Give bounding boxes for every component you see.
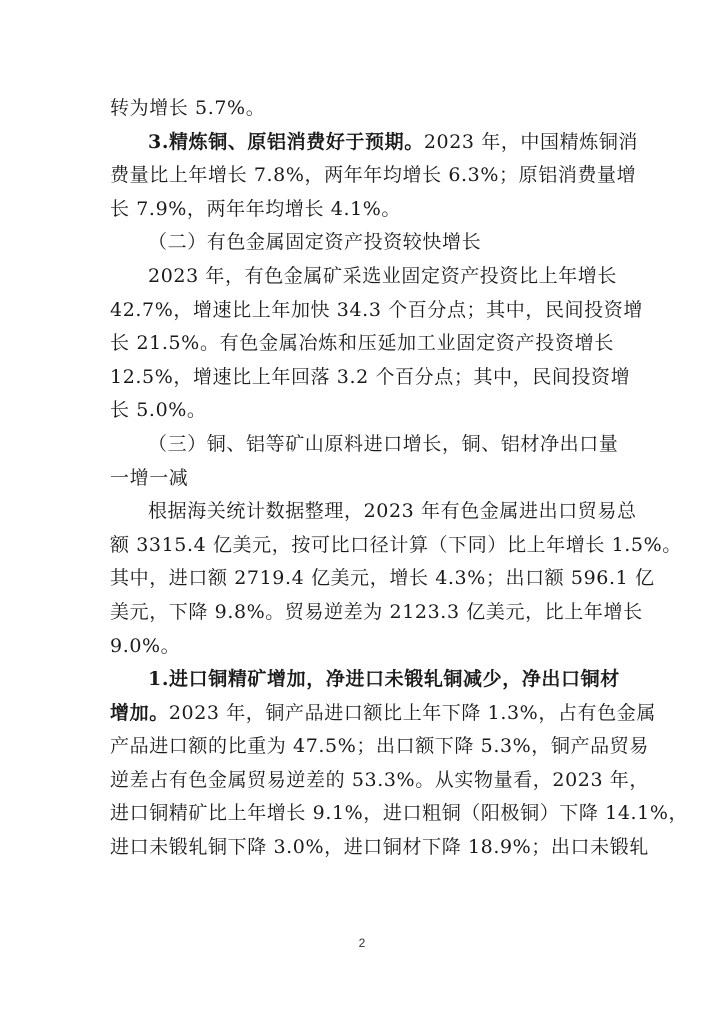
text-line: 增加。2023 年，铜产品进口额比上年下降 1.3%，占有色金属 <box>110 701 656 724</box>
section-heading-imports-exports: （三）铜、铝等矿山原料进口增长，铜、铝材净出口量 <box>148 432 619 455</box>
subsection-title: 1.进口铜精矿增加，净进口未锻轧铜减少，净出口铜材 <box>148 668 620 691</box>
text-line: 额 3315.4 亿美元，按可比口径计算（下同）比上年增长 1.5%。 <box>110 533 682 556</box>
subsection-title-end: 增加。 <box>110 701 169 724</box>
section-heading-imports-exports-continued: 一增一减 <box>110 466 189 489</box>
page-number: 2 <box>358 936 366 950</box>
text-line: 费量比上年增长 7.8%，两年年均增长 6.3%；原铝消费量增 <box>110 164 637 187</box>
text-line: 进口铜精矿比上年增长 9.1%，进口粗铜（阳极铜）下降 14.1%， <box>110 802 689 825</box>
text-line: 逆差占有色金属贸易逆差的 53.3%。从实物量看，2023 年， <box>110 768 649 791</box>
text-line: 进口未锻轧铜下降 3.0%，进口铜材下降 18.9%；出口未锻轧 <box>110 836 649 859</box>
text-line: 其中，进口额 2719.4 亿美元，增长 4.3%；出口额 596.1 亿 <box>110 567 655 590</box>
subsection-heading-refined-copper: 3.精炼铜、原铝消费好于预期。2023 年，中国精炼铜消 <box>148 130 639 153</box>
text-line: 根据海关统计数据整理，2023 年有色金属进出口贸易总 <box>148 500 637 523</box>
text-line: 12.5%，增速比上年回落 3.2 个百分点；其中，民间投资增 <box>110 365 631 388</box>
text-line: 产品进口额的比重为 47.5%；出口额下降 5.3%，铜产品贸易 <box>110 735 649 758</box>
document-body <box>110 92 689 865</box>
text-line: 美元，下降 9.8%。贸易逆差为 2123.3 亿美元，比上年增长 <box>110 600 643 623</box>
text-line: 42.7%，增速比上年加快 34.3 个百分点；其中，民间投资增 <box>110 298 643 321</box>
section-heading-fixed-asset-investment: （二）有色金属固定资产投资较快增长 <box>148 231 482 254</box>
subsection-title: 3.精炼铜、原铝消费好于预期。 <box>148 130 424 153</box>
text-line: 长 5.0%。 <box>110 399 207 422</box>
text-line: 长 7.9%，两年年均增长 4.1%。 <box>110 197 402 220</box>
text-line: 转为增长 5.7%。 <box>110 97 266 119</box>
text-line: 9.0%。 <box>110 634 181 657</box>
text-line: 2023 年，有色金属矿采选业固定资产投资比上年增长 <box>148 264 617 287</box>
text-line: 长 21.5%。有色金属冶炼和压延加工业固定资产投资增长 <box>110 332 614 355</box>
subsection-heading-copper-trade <box>110 663 620 697</box>
